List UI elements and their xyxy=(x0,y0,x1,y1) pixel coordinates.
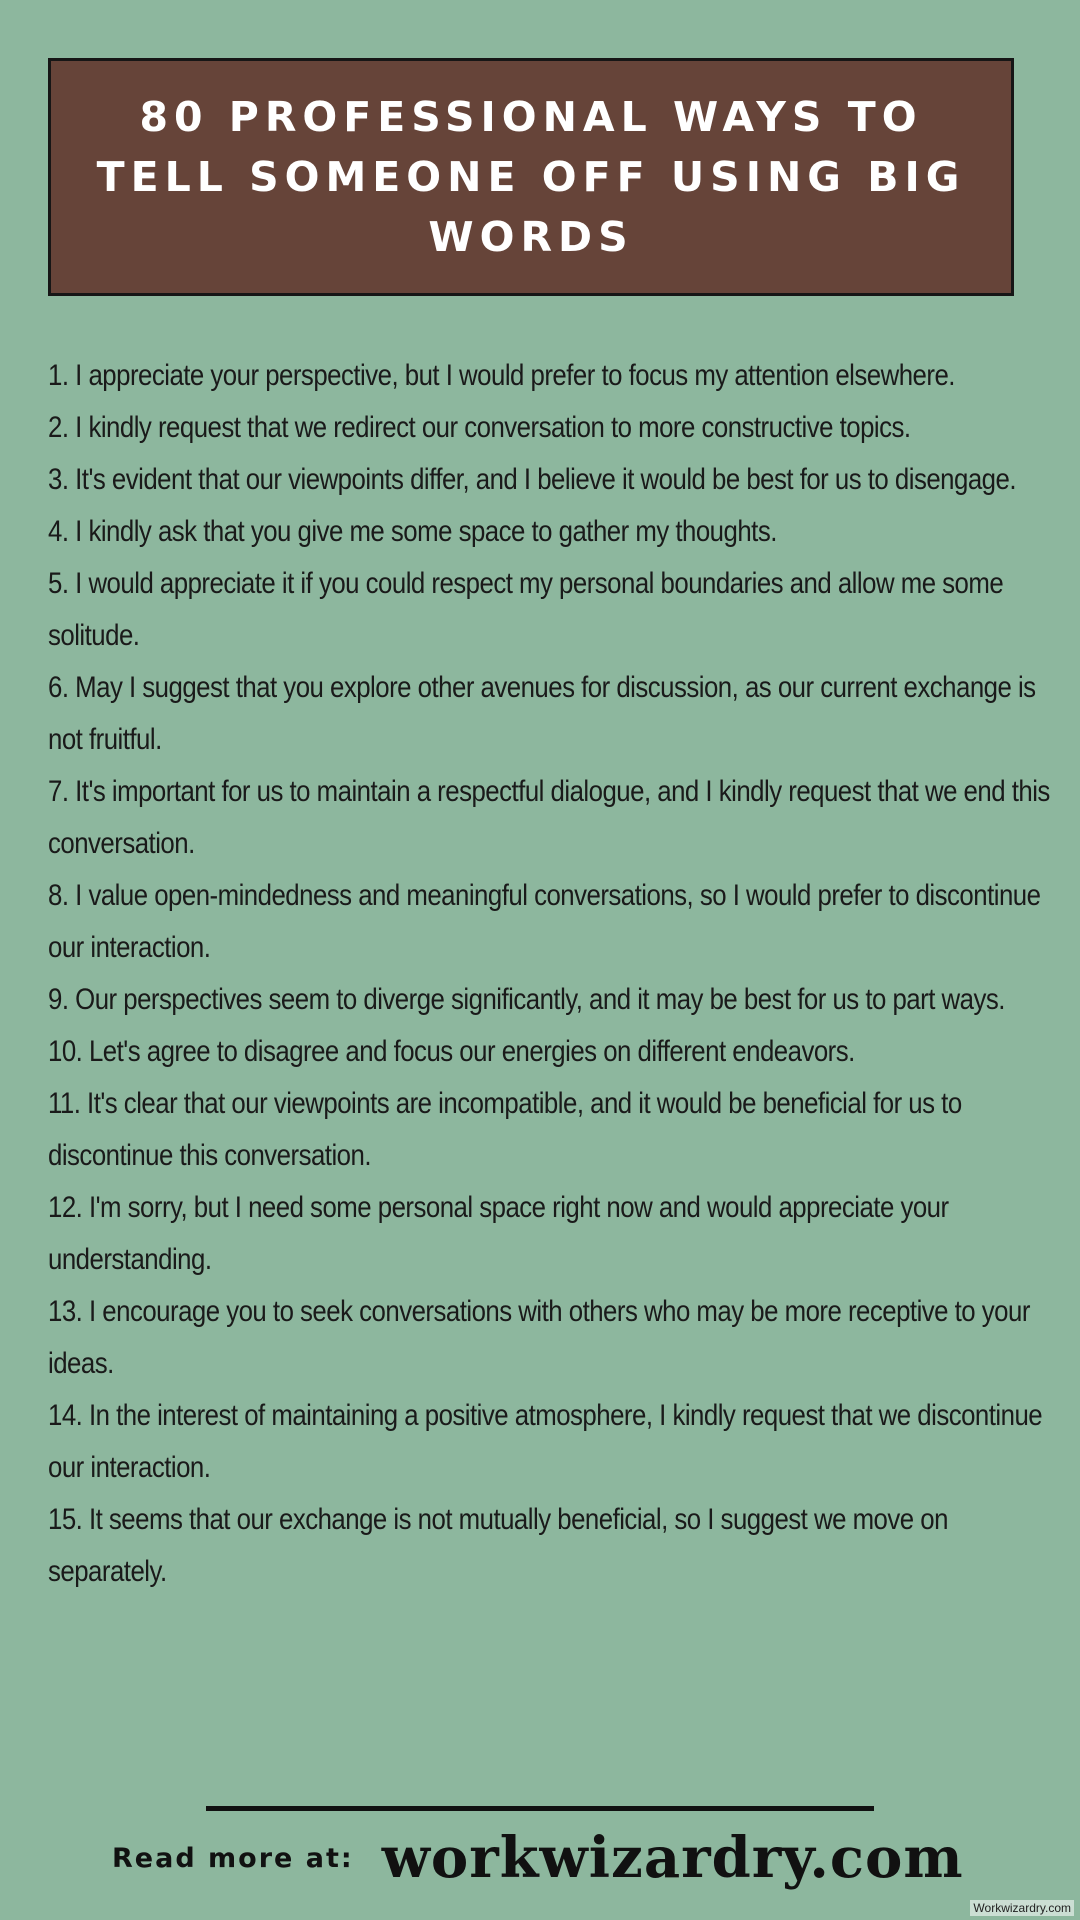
site-link[interactable]: workwizardry.com xyxy=(381,1825,964,1891)
watermark: Workwizardry.com xyxy=(970,1900,1074,1916)
list-item: 9. Our perspectives seem to diverge significantly, and it may be best for us to part ways. xyxy=(48,983,1005,1016)
list-item: 15. It seems that our exchange is not mutually beneficial, so I suggest we move on separately. xyxy=(48,1503,948,1588)
list-item: 12. I'm sorry, but I need some personal space right now and would appreciate your understanding. xyxy=(48,1191,949,1276)
list-item: 14. In the interest of maintaining a positive atmosphere, I kindly request that we discontinue our interaction. xyxy=(48,1399,1043,1484)
phrase-list xyxy=(48,350,1058,1598)
list-item: 13. I encourage you to seek conversations with others who may be more receptive to your ideas. xyxy=(48,1295,1030,1380)
list-item: 3. It's evident that our viewpoints differ, and I believe it would be best for us to disengage. xyxy=(48,463,1016,496)
list-item: 2. I kindly request that we redirect our conversation to more constructive topics. xyxy=(48,411,911,444)
list-item: 4. I kindly ask that you give me some space to gather my thoughts. xyxy=(48,515,777,548)
title-banner xyxy=(48,58,1014,296)
list-item: 7. It's important for us to maintain a respectful dialogue, and I kindly request that we end this conversation. xyxy=(48,775,1050,860)
page-title: 80 PROFESSIONAL WAYS TO TELL SOMEONE OFF USING BIG WORDS xyxy=(96,93,966,261)
read-more-label: Read more at: xyxy=(112,1842,354,1874)
list-item: 6. May I suggest that you explore other avenues for discussion, as our current exchange is not fruitful. xyxy=(48,671,1036,756)
list-item: 10. Let's agree to disagree and focus our energies on different endeavors. xyxy=(48,1035,855,1068)
footer-divider xyxy=(206,1806,874,1811)
list-item: 11. It's clear that our viewpoints are incompatible, and it would be beneficial for us to discontinue this conversation. xyxy=(48,1087,962,1172)
list-item: 1. I appreciate your perspective, but I would prefer to focus my attention elsewhere. xyxy=(48,359,955,392)
list-item: 5. I would appreciate it if you could respect my personal boundaries and allow me some solitude. xyxy=(48,567,1004,652)
list-item: 8. I value open-mindedness and meaningful conversations, so I would prefer to discontinue our interaction. xyxy=(48,879,1041,964)
footer xyxy=(112,1818,972,1898)
